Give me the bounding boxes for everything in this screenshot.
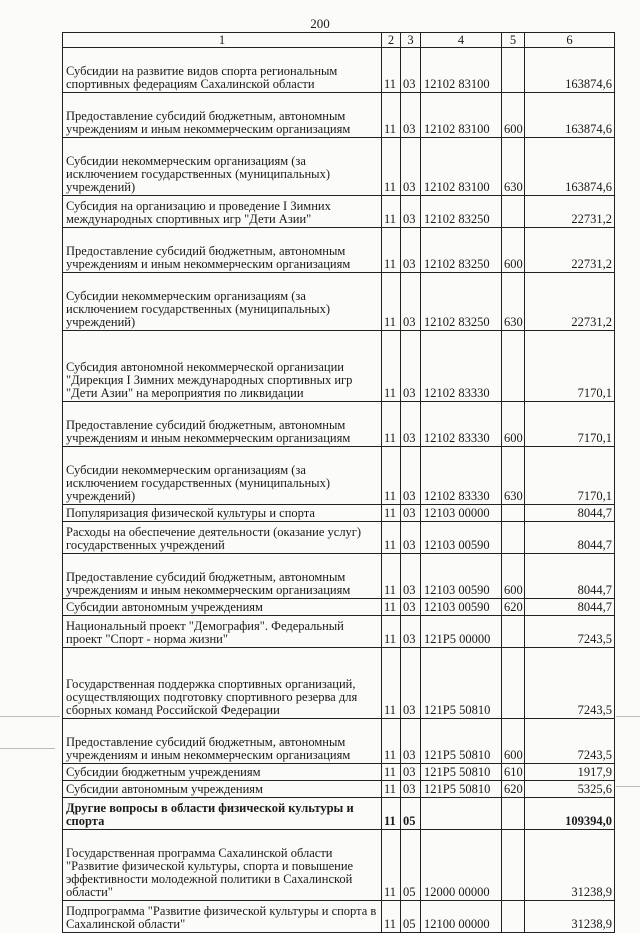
row-name: Предоставление субсидий бюджетным, автономным учреждениям и иным некоммерческим организациям: [63, 554, 382, 599]
row-amount: 22731,2: [525, 228, 615, 273]
row-amount: 7170,1: [525, 402, 615, 447]
row-name: Субсидия автономной некоммерческой организации "Дирекция I Зимних международных спортивных игр "Дети Азии" на мероприятия по ликвидации: [63, 331, 382, 402]
row-subsection: 05: [401, 901, 421, 933]
row-target-code: 12102 83250: [421, 196, 502, 228]
row-section: 11: [382, 447, 401, 505]
row-target-code: 12102 83250: [421, 273, 502, 331]
row-name: Субсидии некоммерческим организациям (за исключением государственных (муниципальных) учреждений): [63, 273, 382, 331]
row-expense-type: [502, 196, 525, 228]
table-row: [63, 505, 615, 522]
row-section: 11: [382, 901, 401, 933]
row-section: 11: [382, 764, 401, 781]
table-row: [63, 599, 615, 616]
row-amount: 7243,5: [525, 648, 615, 719]
row-target-code: 121P5 50810: [421, 648, 502, 719]
row-section: 11: [382, 228, 401, 273]
row-name: Государственная поддержка спортивных организаций, осуществляющих подготовку спортивного резерва для сборных команд Российской Федерации: [63, 648, 382, 719]
table-row: [63, 798, 615, 830]
row-expense-type: [502, 331, 525, 402]
row-target-code: 12103 00590: [421, 554, 502, 599]
row-amount: 22731,2: [525, 273, 615, 331]
row-subsection: 05: [401, 830, 421, 901]
header-col-2: 2: [382, 33, 401, 48]
table-row: [63, 331, 615, 402]
table-row: [63, 273, 615, 331]
row-amount: 8044,7: [525, 599, 615, 616]
row-subsection: 03: [401, 196, 421, 228]
table-row: [63, 196, 615, 228]
row-expense-type: 600: [502, 554, 525, 599]
table-row: [63, 228, 615, 273]
row-target-code: 12103 00590: [421, 599, 502, 616]
row-amount: 31238,9: [525, 830, 615, 901]
row-expense-type: 630: [502, 138, 525, 196]
table-row: [63, 48, 615, 93]
row-section: 11: [382, 599, 401, 616]
header-col-5: 5: [502, 33, 525, 48]
row-section: 11: [382, 402, 401, 447]
header-col-3: 3: [401, 33, 421, 48]
row-subsection: 03: [401, 48, 421, 93]
row-section: 11: [382, 331, 401, 402]
row-expense-type: 600: [502, 719, 525, 764]
row-target-code: 12103 00000: [421, 505, 502, 522]
row-amount: 7170,1: [525, 331, 615, 402]
row-section: 11: [382, 554, 401, 599]
row-name: Субсидии на развитие видов спорта региональным спортивных федерациям Сахалинской области: [63, 48, 382, 93]
table-row: [63, 554, 615, 599]
row-subsection: 05: [401, 798, 421, 830]
row-subsection: 03: [401, 447, 421, 505]
table-row: [63, 402, 615, 447]
row-subsection: 03: [401, 764, 421, 781]
row-expense-type: 630: [502, 273, 525, 331]
scan-mark: [0, 748, 55, 749]
row-section: 11: [382, 830, 401, 901]
row-subsection: 03: [401, 616, 421, 648]
budget-table: [62, 32, 615, 933]
row-expense-type: 600: [502, 228, 525, 273]
row-target-code: 12102 83100: [421, 138, 502, 196]
row-expense-type: 620: [502, 599, 525, 616]
row-section: 11: [382, 648, 401, 719]
row-section: 11: [382, 138, 401, 196]
table-row: [63, 719, 615, 764]
row-target-code: 121P5 50810: [421, 764, 502, 781]
row-name: Предоставление субсидий бюджетным, автономным учреждениям и иным некоммерческим организациям: [63, 719, 382, 764]
row-target-code: 12000 00000: [421, 830, 502, 901]
row-subsection: 03: [401, 599, 421, 616]
row-name: Субсидии некоммерческим организациям (за исключением государственных (муниципальных) учреждений): [63, 138, 382, 196]
row-target-code: [421, 798, 502, 830]
row-subsection: 03: [401, 781, 421, 798]
row-subsection: 03: [401, 331, 421, 402]
row-name: Субсидия на организацию и проведение I Зимних международных спортивных игр "Дети Азии": [63, 196, 382, 228]
scan-mark: [0, 716, 60, 717]
row-section: 11: [382, 93, 401, 138]
row-section: 11: [382, 522, 401, 554]
row-target-code: 12102 83250: [421, 228, 502, 273]
row-amount: 163874,6: [525, 48, 615, 93]
row-name: Предоставление субсидий бюджетным, автономным учреждениям и иным некоммерческим организациям: [63, 228, 382, 273]
table-row: [63, 901, 615, 933]
header-col-1: 1: [63, 33, 382, 48]
scan-mark: [616, 716, 640, 717]
row-name: Субсидии бюджетным учреждениям: [63, 764, 382, 781]
row-subsection: 03: [401, 719, 421, 764]
row-name: Субсидии автономным учреждениям: [63, 599, 382, 616]
table-row: [63, 616, 615, 648]
row-subsection: 03: [401, 402, 421, 447]
row-subsection: 03: [401, 138, 421, 196]
row-name: Субсидии автономным учреждениям: [63, 781, 382, 798]
row-name: Субсидии некоммерческим организациям (за исключением государственных (муниципальных) учреждений): [63, 447, 382, 505]
scan-mark: [616, 786, 640, 787]
row-expense-type: [502, 48, 525, 93]
row-amount: 7170,1: [525, 447, 615, 505]
row-subsection: 03: [401, 522, 421, 554]
row-name: Национальный проект "Демография". Федеральный проект "Спорт - норма жизни": [63, 616, 382, 648]
row-section: 11: [382, 719, 401, 764]
row-name: Расходы на обеспечение деятельности (оказание услуг) государственных учреждений: [63, 522, 382, 554]
row-amount: 163874,6: [525, 138, 615, 196]
row-name: Предоставление субсидий бюджетным, автономным учреждениям и иным некоммерческим организациям: [63, 93, 382, 138]
row-target-code: 12102 83100: [421, 93, 502, 138]
row-expense-type: [502, 798, 525, 830]
row-name: Государственная программа Сахалинской области "Развитие физической культуры, спорта и повышение эффективности молодежной политики в Сахалинской области": [63, 830, 382, 901]
row-amount: 22731,2: [525, 196, 615, 228]
row-target-code: 12102 83100: [421, 48, 502, 93]
row-section: 11: [382, 505, 401, 522]
row-section: 11: [382, 781, 401, 798]
table-row: [63, 830, 615, 901]
header-col-4: 4: [421, 33, 502, 48]
row-amount: 7243,5: [525, 719, 615, 764]
row-target-code: 12102 83330: [421, 402, 502, 447]
row-name: Предоставление субсидий бюджетным, автономным учреждениям и иным некоммерческим организациям: [63, 402, 382, 447]
row-subsection: 03: [401, 554, 421, 599]
row-section: 11: [382, 798, 401, 830]
row-amount: 163874,6: [525, 93, 615, 138]
row-expense-type: 600: [502, 402, 525, 447]
row-subsection: 03: [401, 93, 421, 138]
row-section: 11: [382, 196, 401, 228]
row-section: 11: [382, 273, 401, 331]
header-col-6: 6: [525, 33, 615, 48]
table-row: [63, 522, 615, 554]
table-row: [63, 648, 615, 719]
row-expense-type: 620: [502, 781, 525, 798]
row-target-code: 12102 83330: [421, 331, 502, 402]
table-row: [63, 138, 615, 196]
row-section: 11: [382, 48, 401, 93]
row-amount: 5325,6: [525, 781, 615, 798]
row-expense-type: 610: [502, 764, 525, 781]
row-name: Популяризация физической культуры и спорта: [63, 505, 382, 522]
table-body: [63, 48, 615, 933]
row-target-code: 121P5 00000: [421, 616, 502, 648]
row-expense-type: [502, 830, 525, 901]
row-expense-type: [502, 616, 525, 648]
row-name: Подпрограмма "Развитие физической культуры и спорта в Сахалинской области": [63, 901, 382, 933]
row-target-code: 121P5 50810: [421, 719, 502, 764]
row-amount: 7243,5: [525, 616, 615, 648]
row-subsection: 03: [401, 273, 421, 331]
row-expense-type: 630: [502, 447, 525, 505]
row-expense-type: [502, 901, 525, 933]
table-row: [63, 781, 615, 798]
row-amount: 8044,7: [525, 554, 615, 599]
row-subsection: 03: [401, 228, 421, 273]
row-amount: 8044,7: [525, 505, 615, 522]
row-target-code: 12100 00000: [421, 901, 502, 933]
row-target-code: 121P5 50810: [421, 781, 502, 798]
row-expense-type: [502, 648, 525, 719]
row-section: 11: [382, 616, 401, 648]
row-expense-type: [502, 522, 525, 554]
table-row: [63, 764, 615, 781]
row-amount: 109394,0: [525, 798, 615, 830]
table-row: [63, 447, 615, 505]
row-amount: 8044,7: [525, 522, 615, 554]
page-number: 200: [310, 16, 330, 31]
row-amount: 1917,9: [525, 764, 615, 781]
table-row: [63, 93, 615, 138]
row-expense-type: [502, 505, 525, 522]
row-target-code: 12102 83330: [421, 447, 502, 505]
row-subsection: 03: [401, 505, 421, 522]
row-target-code: 12103 00590: [421, 522, 502, 554]
header-row: [63, 33, 615, 48]
row-amount: 31238,9: [525, 901, 615, 933]
row-expense-type: 600: [502, 93, 525, 138]
row-name: Другие вопросы в области физической культуры и спорта: [63, 798, 382, 830]
row-subsection: 03: [401, 648, 421, 719]
